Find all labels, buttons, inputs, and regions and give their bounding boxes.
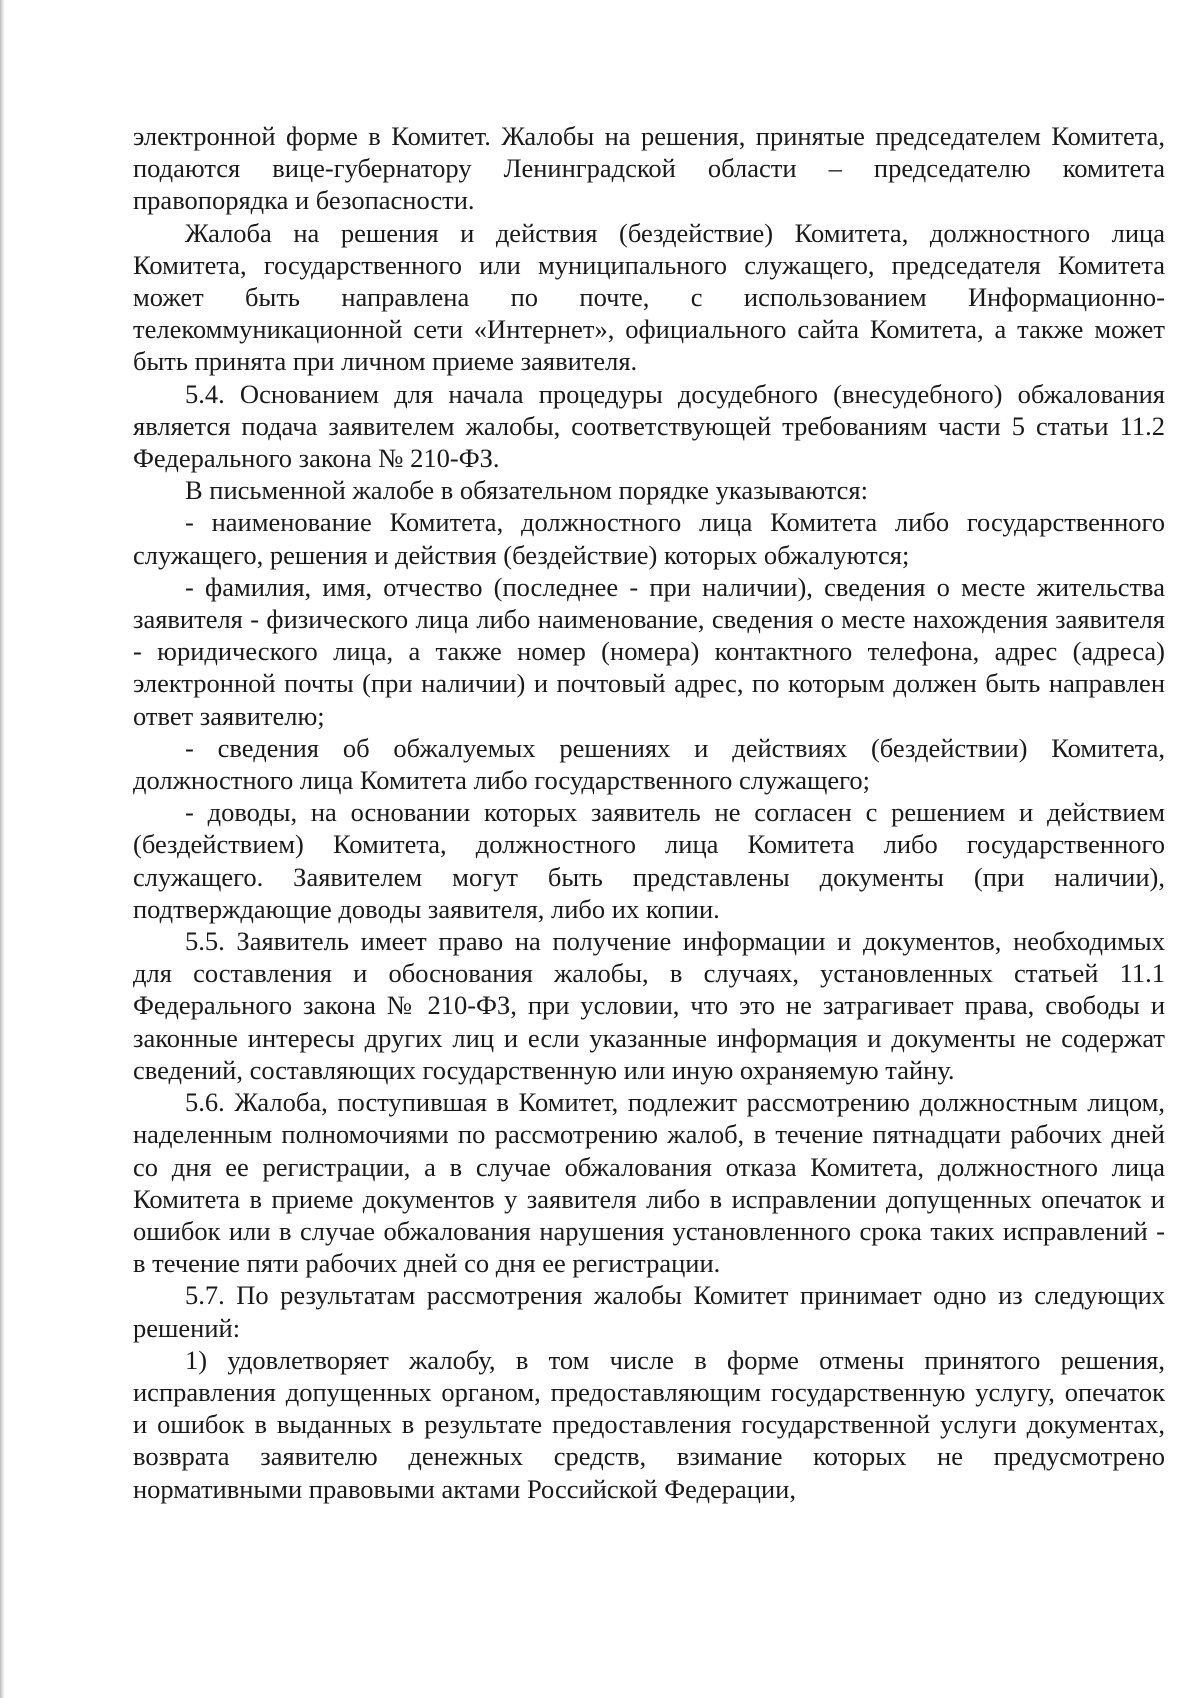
list-item-appealed-decisions: - сведения об обжалуемых решениях и действиях (бездействии) Комитета, должностного лица Комитета либо государственного служащего; — [133, 732, 1165, 796]
scan-edge — [0, 0, 5, 1698]
paragraph-continuation: электронной форме в Комитет. Жалобы на решения, принятые председателем Комитета, подаются вице-губернатору Ленинградской области – председателю комитета правопорядка и безопасности. — [133, 121, 1165, 216]
list-item-applicant-details: - фамилия, имя, отчество (последнее - при наличии), сведения о месте жительства заявителя - физического лица либо наименование, сведения о месте нахождения заявителя - юридического лица, а также номер (номера) контактного телефона, адрес (адреса) электронной почты (при наличии) и почтовый адрес, по которым должен быть направлен ответ заявителю; — [133, 571, 1165, 731]
document-page — [133, 120, 1165, 1505]
paragraph-5-4: 5.4. Основанием для начала процедуры досудебного (внесудебного) обжалования является подача заявителем жалобы, соответствующей требованиям части 5 статьи 11.2 Федерального закона № 210-ФЗ. — [133, 378, 1165, 474]
paragraph-required-fields-intro: В письменной жалобе в обязательном порядке указываются: — [185, 475, 868, 506]
paragraph-5-5: 5.5. Заявитель имеет право на получение информации и документов, необходимых для составления и обоснования жалобы, в случаях, установленных статьей 11.1 Федерального закона № 210-ФЗ, при условии, что это не затрагивает права, свободы и законные интересы других лиц и если указанные информация и документы не содержат сведений, составляющих государственную или иную охраняемую тайну. — [133, 926, 1165, 1085]
paragraph-5-6: 5.6. Жалоба, поступившая в Комитет, подлежит рассмотрению должностным лицом, наделенным полномочиями по рассмотрению жалоб, в течение пятнадцати рабочих дней со дня ее регистрации, а в случае обжалования отказа Комитета, должностного лица Комитета в приеме документов у заявителя либо в исправлении допущенных опечаток и ошибок или в случае обжалования нарушения установленного срока таких исправлений - в течение пяти рабочих дней со дня ее регистрации. — [133, 1087, 1165, 1279]
paragraph-decision-1: 1) удовлетворяет жалобу, в том числе в форме отмены принятого решения, исправления допущенных органом, предоставляющим государственную услугу, опечаток и ошибок в выданных в результате предоставления государственной услуги документах, возврата заявителю денежных средств, взимание которых не предусмотрено нормативными правовыми актами Российской Федерации, — [133, 1344, 1165, 1504]
list-item-arguments: - доводы, на основании которых заявитель не согласен с решением и действием (бездействием) Комитета, должностного лица Комитета либо государственного служащего. Заявителем могут быть представлены документы (при наличии), подтверждающие доводы заявителя, либо их копии. — [133, 797, 1165, 924]
paragraph-5-7: 5.7. По результатам рассмотрения жалобы Комитет принимает одно из следующих решений: — [133, 1280, 1165, 1343]
paragraph-complaint-channels: Жалоба на решения и действия (бездействие) Комитета, должностного лица Комитета, государственного или муниципального служащего, председателя Комитета может быть направлена по почте, с использованием Информационно-телекоммуникационной сети «Интернет», официального сайта Комитета, а также может быть принята при личном приеме заявителя. — [133, 217, 1165, 377]
list-item-committee-name: - наименование Комитета, должностного лица Комитета либо государственного служащего, решения и действия (бездействие) которых обжалуются; — [133, 507, 1165, 570]
